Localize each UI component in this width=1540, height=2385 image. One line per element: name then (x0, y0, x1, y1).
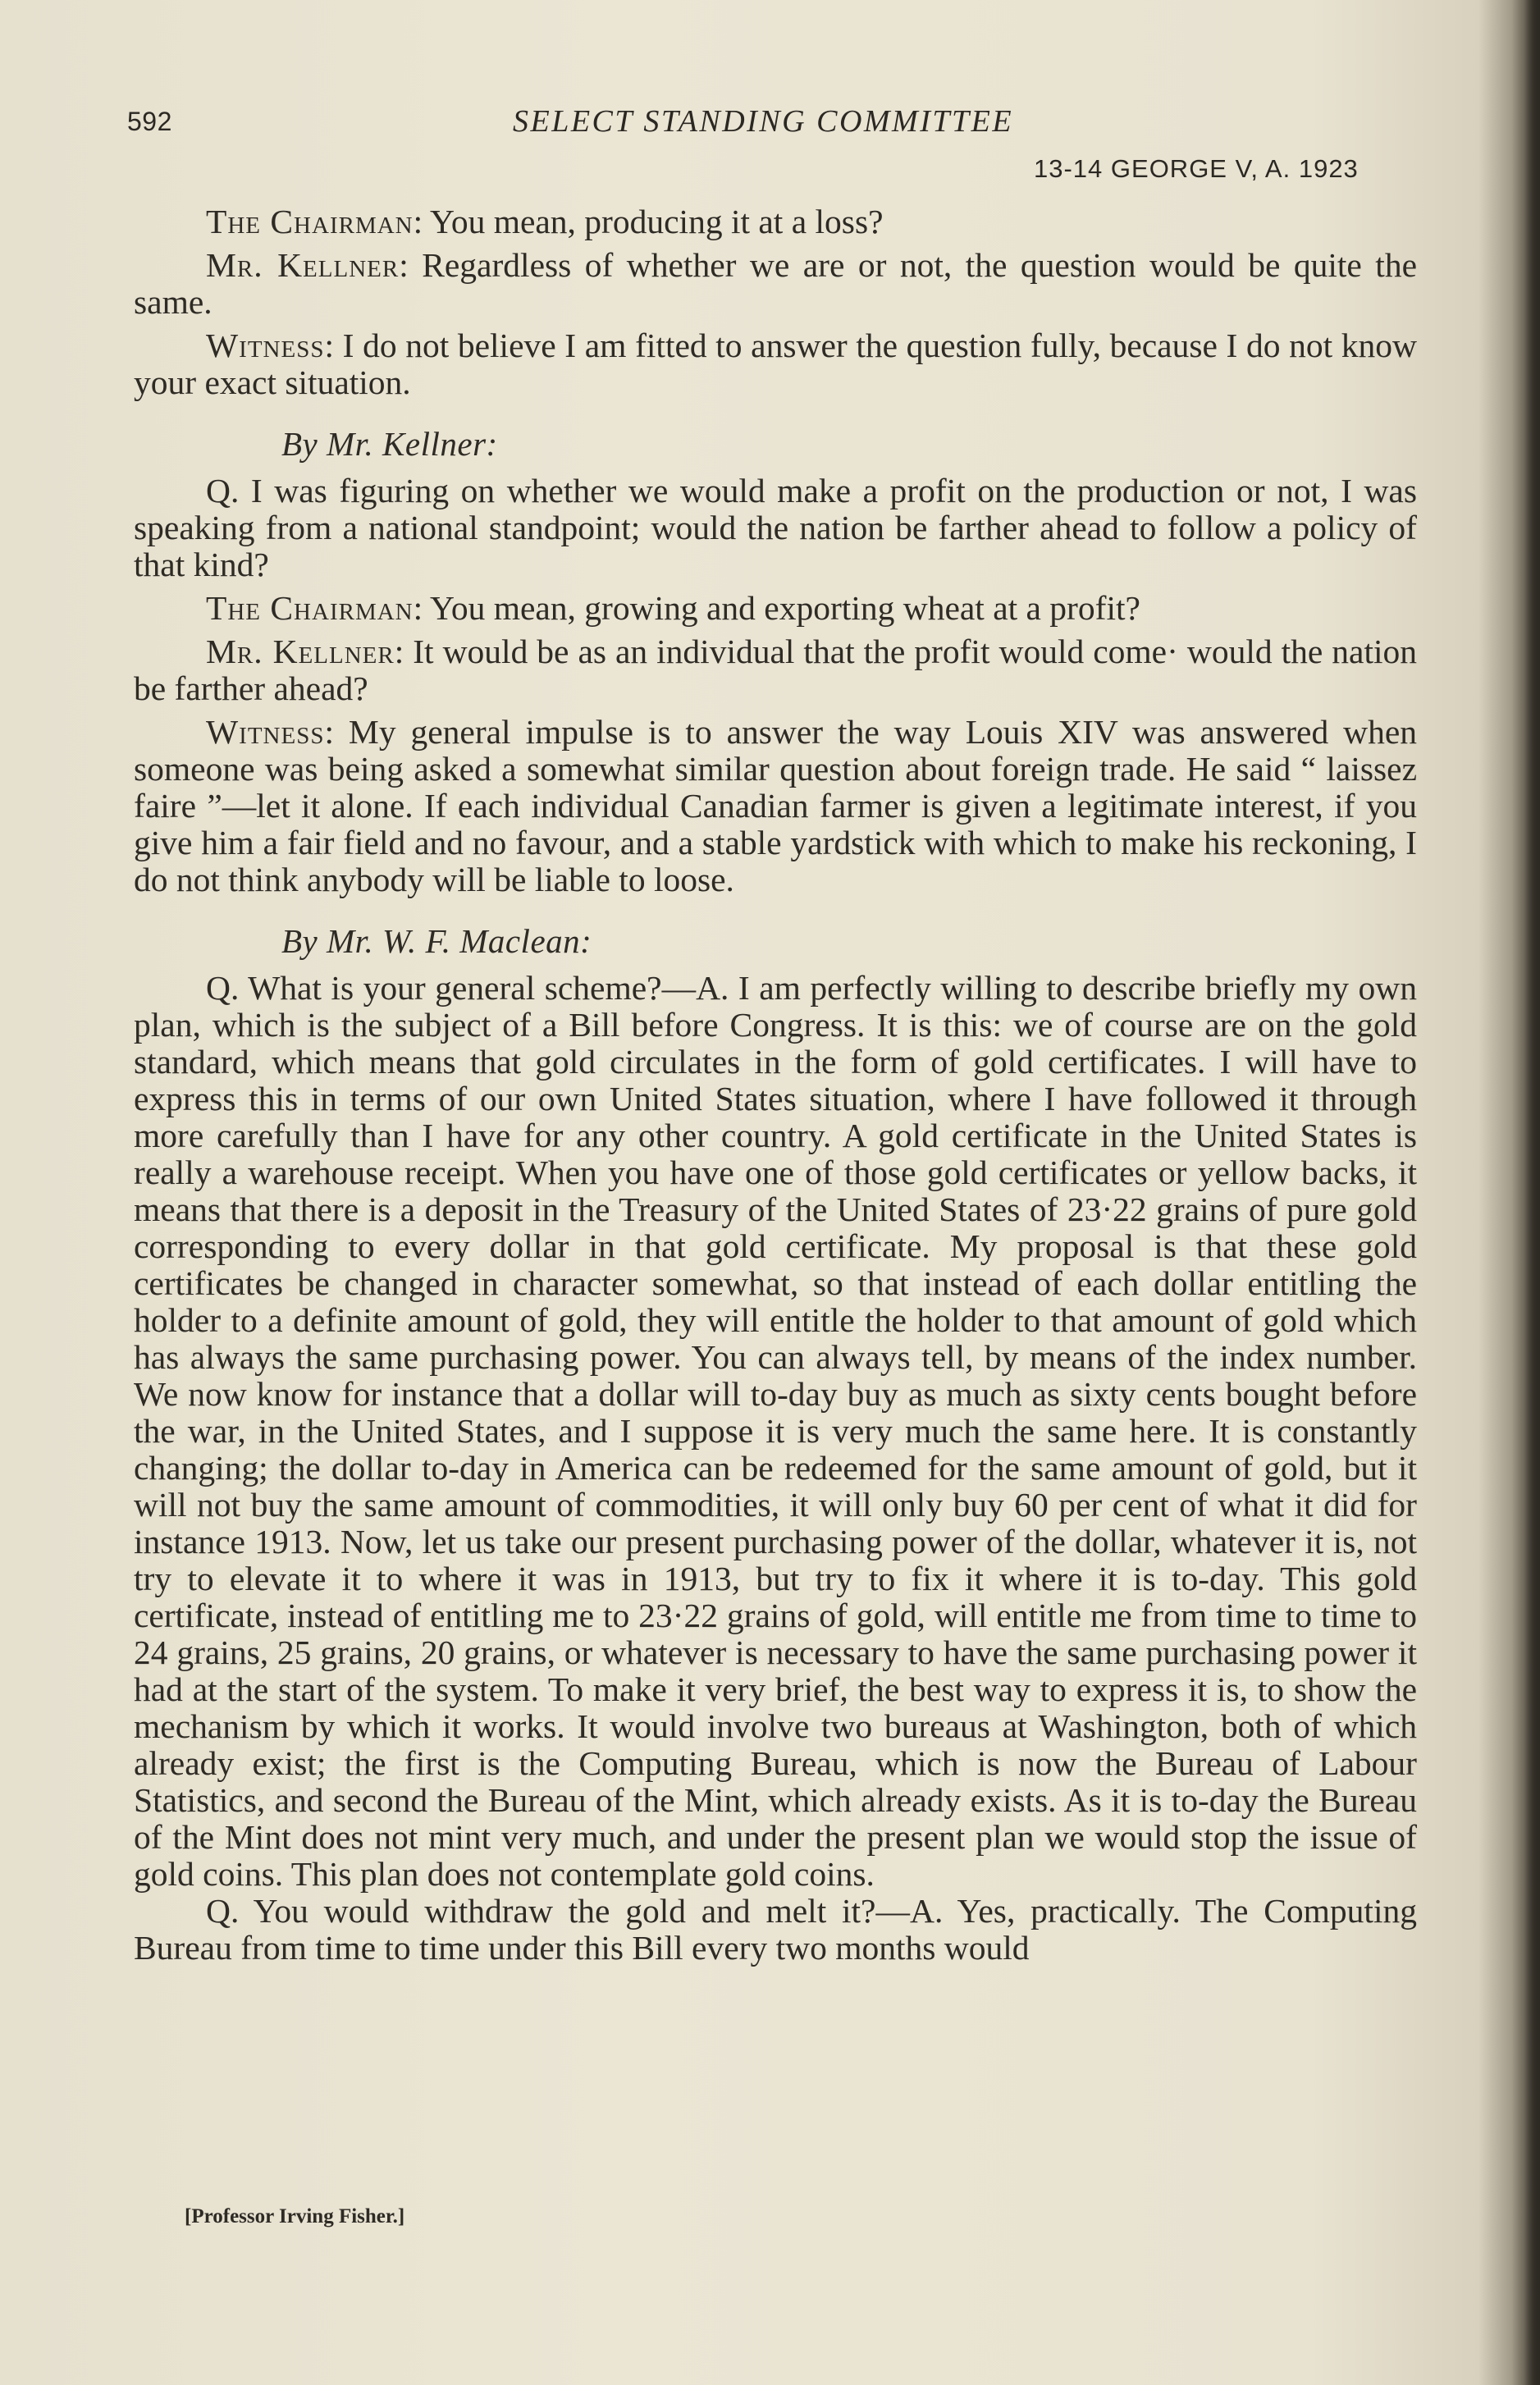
footer-note: [Professor Irving Fisher.] (185, 2205, 405, 2227)
paragraph: The Chairman: You mean, producing it at a loss? (206, 203, 884, 240)
paragraph: Witness: I do not believe I am fitted to answer the question fully, because I do not know your exact situation. (134, 327, 1417, 401)
paragraph (134, 970, 1417, 1893)
running-head: SELECT STANDING COMMITTEE (513, 104, 1014, 139)
byline: By Mr. W. F. Maclean: (281, 922, 592, 960)
page-header (127, 97, 1415, 146)
page-number: 592 (127, 107, 172, 136)
paragraph-text: Regardless of whether we are or not, the question would be quite the same. (134, 246, 1418, 321)
paragraph-text: Q. I was figuring on whether we would make a profit on the production or not, I was speaking from a national standpoint; would the nation be farther ahead to follow a policy of that kind? (134, 472, 1417, 583)
speaker-label: Witness (206, 713, 325, 751)
paragraph-text: My general impulse is to answer the way Louis XIV was answered when someone was being asked a somewhat similar question about foreign trade. He said “ laissez faire ”—let it alone. If each individual Canadian farmer is given a legitimate interest, if you give him a fair field and no favour, and a stable yardstick with which to make his reckoning, I do not think anybody will be liable to loose. (134, 713, 1418, 898)
paragraph-text: It would be as an individual that the profit would come· would the nation be farther ahead? (134, 633, 1418, 707)
speaker-label: The Chairman (206, 589, 414, 627)
byline: By Mr. Kellner: (281, 425, 498, 463)
paragraph: Mr. Kellner: It would be as an individual that the profit would come· would the nation be farther ahead? (134, 633, 1418, 707)
paragraph-text: You mean, growing and exporting wheat at a profit? (430, 589, 1140, 627)
session-line: 13-14 GEORGE V, A. 1923 (1034, 154, 1359, 183)
paragraph: The Chairman: You mean, growing and exporting wheat at a profit? (206, 589, 1140, 627)
paragraph-text: Q. What is your general scheme?—A. I am perfectly willing to describe briefly my own plan, which is the subject of a Bill before Congress. It is this: we of course are on the gold standard, which means that gold circulates in the form of gold certificates. I will have to express this in terms of our own United States situation, where I have followed it through more carefully than I have for any other country. A gold certificate in the United States is really a warehouse receipt. When you have one of those gold certificates or yellow backs, it means that there is a deposit in the Treasury of the United States of 23·22 grains of pure gold corresponding to every dollar in that gold certificate. My proposal is that these gold certificates be changed in character somewhat, so that instead of each dollar entitling the holder to a definite amount of gold, they will entitle the holder to that amount of gold which has always the same purchasing power. You can always tell, by means of the index number. We now know for instance that a dollar will to-day buy as much as sixty cents bought before the war, in the United States, and I suppose it is very much the same here. It is constantly changing; the dollar to-day in America can be redeemed for the same amount of gold, but it will not buy the same amount of commodities, it will only buy 60 per cent of what it did for instance 1913. Now, let us take our present purchasing power of the dollar, whatever it is, not try to elevate it to where it was in 1913, but try to fix it where it is to-day. This gold certificate, instead of entitling me to 23·22 grains of gold, will entitle me from time to time to 24 grains, 25 grains, 20 grains, or whatever is necessary to have the same purchasing power it had at the start of the system. To make it very brief, the best way to express it is, to show the mechanism by which it works. It would involve two bureaus at Washington, both of which already exist; the first is the Computing Bureau, which is now the Bureau of Labour Statistics, and second the Bureau of the Mint, which already exists. As it is to-day the Bureau of the Mint does not mint very much, and under the present plan we would stop the issue of gold coins. This plan does not contemplate gold coins. (134, 969, 1417, 1893)
paragraph-text: You mean, producing it at a loss? (430, 203, 884, 240)
paragraph (134, 1893, 1417, 1967)
transcript-body (134, 203, 1417, 1967)
paragraph: Mr. Kellner: Regardless of whether we are or not, the question would be quite the same. (134, 246, 1418, 321)
speaker-label: Mr. Kellner (206, 633, 395, 670)
speaker-label: The Chairman (206, 203, 414, 240)
speaker-label: Mr. Kellner (206, 246, 400, 284)
paragraph (134, 473, 1417, 583)
speaker-label: Witness (206, 327, 325, 364)
page-binding-shadow (1512, 0, 1540, 2385)
paragraph-text: I do not believe I am fitted to answer the question fully, because I do not know your exact situation. (134, 327, 1417, 401)
paragraph: Witness: My general impulse is to answer the way Louis XIV was answered when someone was being asked a somewhat similar question about foreign trade. He said “ laissez faire ”—let it alone. If each individual Canadian farmer is given a legitimate interest, if you give him a fair field and no favour, and a stable yardstick with which to make his reckoning, I do not think anybody will be liable to loose. (134, 713, 1418, 898)
paragraph-text: Q. You would withdraw the gold and melt it?—A. Yes, practically. The Computing Bureau from time to time under this Bill every two months would (134, 1892, 1417, 1967)
